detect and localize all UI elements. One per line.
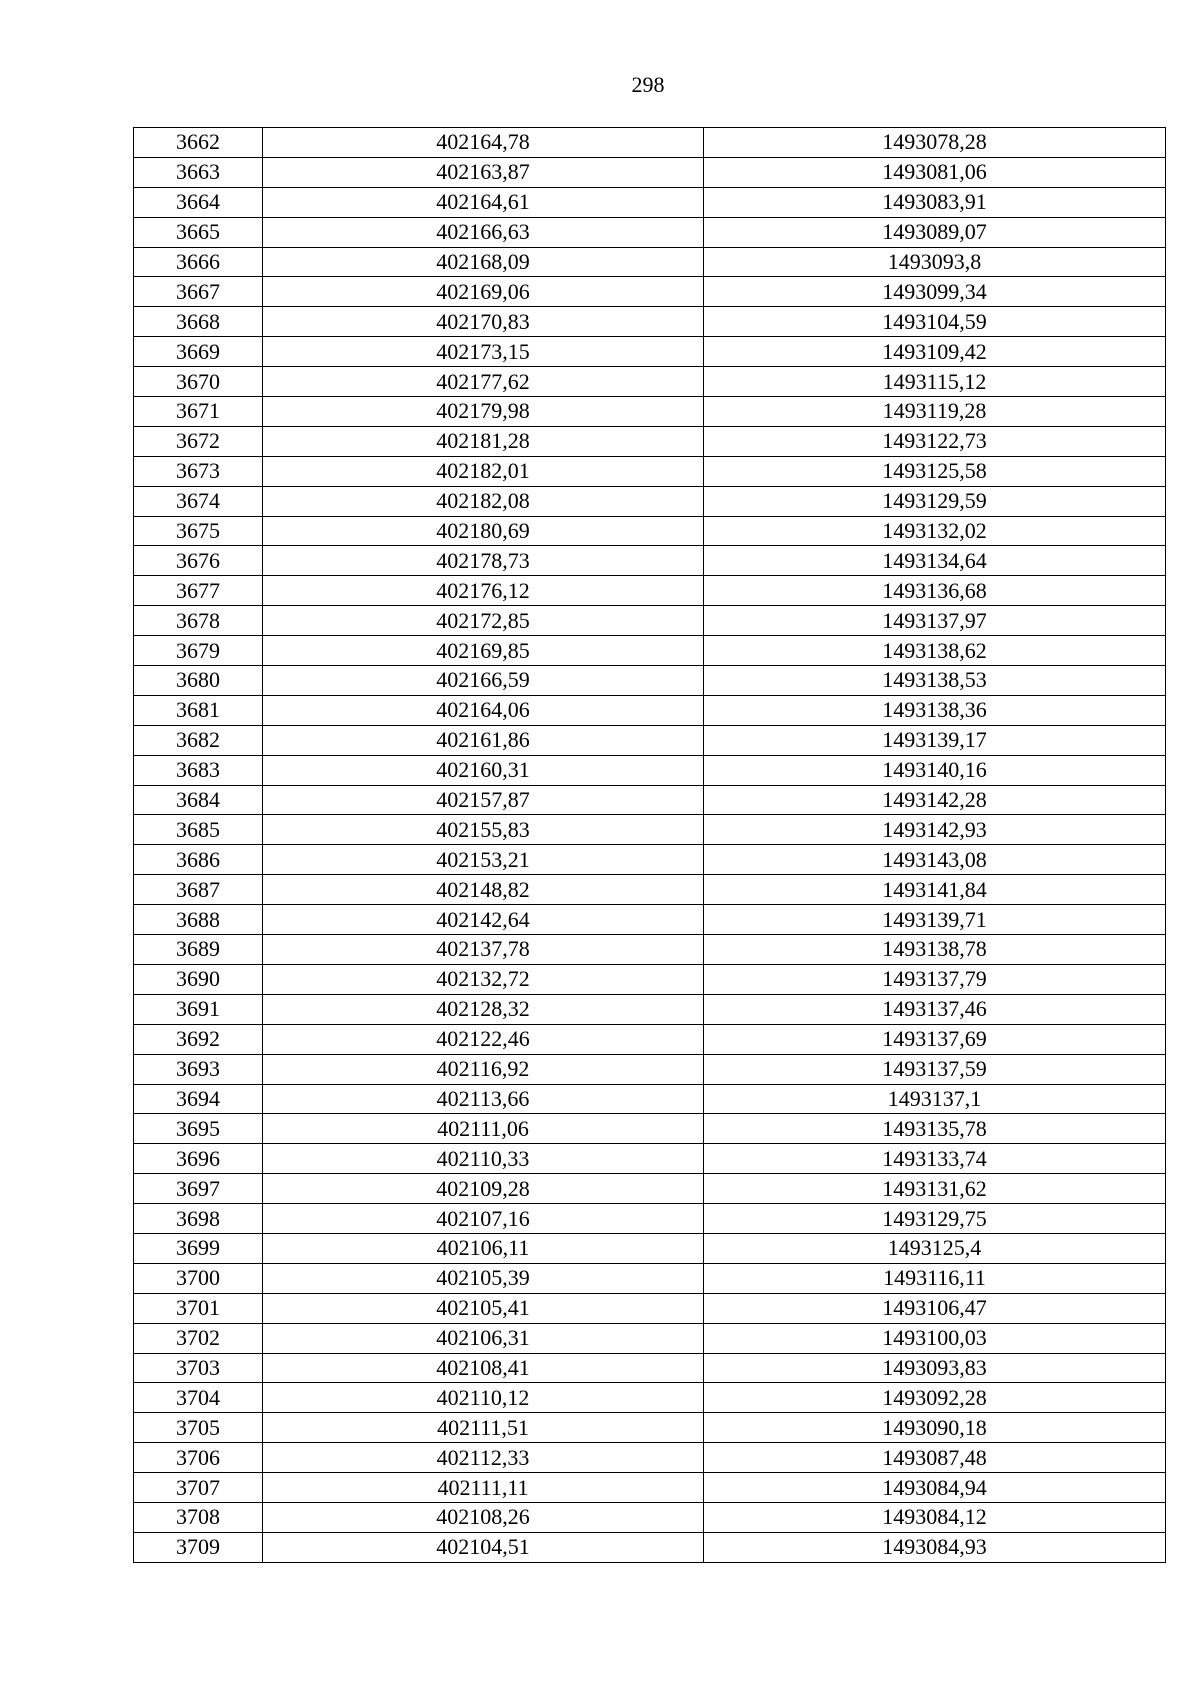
y-coordinate-cell: 1493084,12 [704,1502,1166,1532]
point-number-cell: 3663 [134,157,263,187]
y-coordinate-cell: 1493089,07 [704,217,1166,247]
table-row [134,426,1166,456]
table-row [134,576,1166,606]
table-row [134,1204,1166,1234]
point-number-cell: 3707 [134,1473,263,1503]
y-coordinate-cell: 1493142,93 [704,815,1166,845]
x-coordinate-cell: 402176,12 [263,576,704,606]
table-row [134,785,1166,815]
x-coordinate-cell: 402169,06 [263,277,704,307]
table-row [134,1233,1166,1263]
point-number-cell: 3662 [134,128,263,158]
y-coordinate-cell: 1493093,8 [704,247,1166,277]
table-row [134,1054,1166,1084]
y-coordinate-cell: 1493133,74 [704,1144,1166,1174]
x-coordinate-cell: 402110,12 [263,1383,704,1413]
x-coordinate-cell: 402177,62 [263,367,704,397]
point-number-cell: 3674 [134,486,263,516]
table-row [134,1144,1166,1174]
table-row [134,397,1166,427]
y-coordinate-cell: 1493137,97 [704,606,1166,636]
x-coordinate-cell: 402182,08 [263,486,704,516]
table-row [134,277,1166,307]
table-row [134,755,1166,785]
x-coordinate-cell: 402104,51 [263,1532,704,1562]
table-row [134,1323,1166,1353]
point-number-cell: 3672 [134,426,263,456]
x-coordinate-cell: 402164,78 [263,128,704,158]
x-coordinate-cell: 402153,21 [263,845,704,875]
point-number-cell: 3683 [134,755,263,785]
table-row [134,875,1166,905]
table-row [134,1383,1166,1413]
table-row [134,367,1166,397]
y-coordinate-cell: 1493119,28 [704,397,1166,427]
y-coordinate-cell: 1493139,71 [704,905,1166,935]
page-number: 298 [631,72,665,97]
y-coordinate-cell: 1493136,68 [704,576,1166,606]
table-row [134,157,1166,187]
y-coordinate-cell: 1493135,78 [704,1114,1166,1144]
table-row [134,695,1166,725]
point-number-cell: 3678 [134,606,263,636]
x-coordinate-cell: 402106,11 [263,1233,704,1263]
table-row [134,1473,1166,1503]
x-coordinate-cell: 402122,46 [263,1024,704,1054]
x-coordinate-cell: 402169,85 [263,636,704,666]
y-coordinate-cell: 1493142,28 [704,785,1166,815]
table-row [134,1114,1166,1144]
x-coordinate-cell: 402182,01 [263,456,704,486]
y-coordinate-cell: 1493106,47 [704,1293,1166,1323]
x-coordinate-cell: 402109,28 [263,1174,704,1204]
y-coordinate-cell: 1493100,03 [704,1323,1166,1353]
y-coordinate-cell: 1493134,64 [704,546,1166,576]
point-number-cell: 3690 [134,964,263,994]
y-coordinate-cell: 1493129,75 [704,1204,1166,1234]
table-row [134,725,1166,755]
x-coordinate-cell: 402173,15 [263,337,704,367]
table-row [134,337,1166,367]
point-number-cell: 3692 [134,1024,263,1054]
point-number-cell: 3668 [134,307,263,337]
y-coordinate-cell: 1493140,16 [704,755,1166,785]
x-coordinate-cell: 402116,92 [263,1054,704,1084]
x-coordinate-cell: 402107,16 [263,1204,704,1234]
y-coordinate-cell: 1493104,59 [704,307,1166,337]
y-coordinate-cell: 1493138,53 [704,666,1166,696]
point-number-cell: 3685 [134,815,263,845]
point-number-cell: 3677 [134,576,263,606]
table-row [134,516,1166,546]
coordinates-table-body [134,128,1166,1563]
x-coordinate-cell: 402157,87 [263,785,704,815]
table-row [134,1353,1166,1383]
x-coordinate-cell: 402172,85 [263,606,704,636]
table-row [134,1084,1166,1114]
x-coordinate-cell: 402132,72 [263,964,704,994]
y-coordinate-cell: 1493137,59 [704,1054,1166,1084]
table-row [134,247,1166,277]
x-coordinate-cell: 402160,31 [263,755,704,785]
point-number-cell: 3708 [134,1502,263,1532]
point-number-cell: 3705 [134,1413,263,1443]
point-number-cell: 3680 [134,666,263,696]
point-number-cell: 3688 [134,905,263,935]
x-coordinate-cell: 402105,41 [263,1293,704,1323]
x-coordinate-cell: 402163,87 [263,157,704,187]
table-row [134,1443,1166,1473]
point-number-cell: 3670 [134,367,263,397]
table-row [134,1174,1166,1204]
x-coordinate-cell: 402178,73 [263,546,704,576]
point-number-cell: 3676 [134,546,263,576]
point-number-cell: 3669 [134,337,263,367]
point-number-cell: 3684 [134,785,263,815]
y-coordinate-cell: 1493138,78 [704,935,1166,965]
x-coordinate-cell: 402142,64 [263,905,704,935]
point-number-cell: 3702 [134,1323,263,1353]
point-number-cell: 3664 [134,187,263,217]
x-coordinate-cell: 402166,63 [263,217,704,247]
x-coordinate-cell: 402106,31 [263,1323,704,1353]
table-row [134,307,1166,337]
x-coordinate-cell: 402137,78 [263,935,704,965]
point-number-cell: 3689 [134,935,263,965]
table-row [134,845,1166,875]
table-row [134,1293,1166,1323]
point-number-cell: 3675 [134,516,263,546]
x-coordinate-cell: 402111,11 [263,1473,704,1503]
x-coordinate-cell: 402155,83 [263,815,704,845]
y-coordinate-cell: 1493139,17 [704,725,1166,755]
table-row [134,994,1166,1024]
y-coordinate-cell: 1493143,08 [704,845,1166,875]
table-row [134,606,1166,636]
x-coordinate-cell: 402128,32 [263,994,704,1024]
point-number-cell: 3687 [134,875,263,905]
point-number-cell: 3681 [134,695,263,725]
point-number-cell: 3698 [134,1204,263,1234]
point-number-cell: 3671 [134,397,263,427]
point-number-cell: 3666 [134,247,263,277]
y-coordinate-cell: 1493138,62 [704,636,1166,666]
x-coordinate-cell: 402164,06 [263,695,704,725]
x-coordinate-cell: 402170,83 [263,307,704,337]
y-coordinate-cell: 1493090,18 [704,1413,1166,1443]
point-number-cell: 3709 [134,1532,263,1562]
x-coordinate-cell: 402179,98 [263,397,704,427]
x-coordinate-cell: 402164,61 [263,187,704,217]
point-number-cell: 3673 [134,456,263,486]
point-number-cell: 3682 [134,725,263,755]
table-row [134,546,1166,576]
table-row [134,636,1166,666]
point-number-cell: 3697 [134,1174,263,1204]
table-row [134,217,1166,247]
table-row [134,1024,1166,1054]
table-row [134,964,1166,994]
table-row [134,905,1166,935]
x-coordinate-cell: 402111,51 [263,1413,704,1443]
point-number-cell: 3694 [134,1084,263,1114]
table-row [134,456,1166,486]
x-coordinate-cell: 402105,39 [263,1263,704,1293]
point-number-cell: 3696 [134,1144,263,1174]
y-coordinate-cell: 1493138,36 [704,695,1166,725]
y-coordinate-cell: 1493137,1 [704,1084,1166,1114]
table-row [134,1532,1166,1562]
y-coordinate-cell: 1493137,69 [704,1024,1166,1054]
y-coordinate-cell: 1493109,42 [704,337,1166,367]
table-row [134,187,1166,217]
y-coordinate-cell: 1493093,83 [704,1353,1166,1383]
y-coordinate-cell: 1493116,11 [704,1263,1166,1293]
x-coordinate-cell: 402108,26 [263,1502,704,1532]
y-coordinate-cell: 1493141,84 [704,875,1166,905]
y-coordinate-cell: 1493131,62 [704,1174,1166,1204]
x-coordinate-cell: 402112,33 [263,1443,704,1473]
y-coordinate-cell: 1493115,12 [704,367,1166,397]
table-row [134,666,1166,696]
y-coordinate-cell: 1493137,79 [704,964,1166,994]
y-coordinate-cell: 1493084,93 [704,1532,1166,1562]
x-coordinate-cell: 402108,41 [263,1353,704,1383]
y-coordinate-cell: 1493129,59 [704,486,1166,516]
point-number-cell: 3695 [134,1114,263,1144]
y-coordinate-cell: 1493122,73 [704,426,1166,456]
table-row [134,1413,1166,1443]
x-coordinate-cell: 402180,69 [263,516,704,546]
y-coordinate-cell: 1493132,02 [704,516,1166,546]
table-row [134,1502,1166,1532]
x-coordinate-cell: 402181,28 [263,426,704,456]
y-coordinate-cell: 1493087,48 [704,1443,1166,1473]
table-row [134,815,1166,845]
x-coordinate-cell: 402111,06 [263,1114,704,1144]
table-row [134,1263,1166,1293]
y-coordinate-cell: 1493083,91 [704,187,1166,217]
x-coordinate-cell: 402148,82 [263,875,704,905]
y-coordinate-cell: 1493084,94 [704,1473,1166,1503]
point-number-cell: 3706 [134,1443,263,1473]
table-row [134,128,1166,158]
point-number-cell: 3693 [134,1054,263,1084]
x-coordinate-cell: 402161,86 [263,725,704,755]
point-number-cell: 3701 [134,1293,263,1323]
table-row [134,935,1166,965]
point-number-cell: 3667 [134,277,263,307]
y-coordinate-cell: 1493137,46 [704,994,1166,1024]
y-coordinate-cell: 1493125,4 [704,1233,1166,1263]
point-number-cell: 3704 [134,1383,263,1413]
x-coordinate-cell: 402110,33 [263,1144,704,1174]
y-coordinate-cell: 1493078,28 [704,128,1166,158]
y-coordinate-cell: 1493125,58 [704,456,1166,486]
point-number-cell: 3686 [134,845,263,875]
point-number-cell: 3700 [134,1263,263,1293]
point-number-cell: 3665 [134,217,263,247]
x-coordinate-cell: 402168,09 [263,247,704,277]
x-coordinate-cell: 402113,66 [263,1084,704,1114]
point-number-cell: 3699 [134,1233,263,1263]
point-number-cell: 3691 [134,994,263,1024]
y-coordinate-cell: 1493092,28 [704,1383,1166,1413]
y-coordinate-cell: 1493099,34 [704,277,1166,307]
point-number-cell: 3703 [134,1353,263,1383]
y-coordinate-cell: 1493081,06 [704,157,1166,187]
coordinates-table [133,127,1166,1563]
table-row [134,486,1166,516]
x-coordinate-cell: 402166,59 [263,666,704,696]
point-number-cell: 3679 [134,636,263,666]
